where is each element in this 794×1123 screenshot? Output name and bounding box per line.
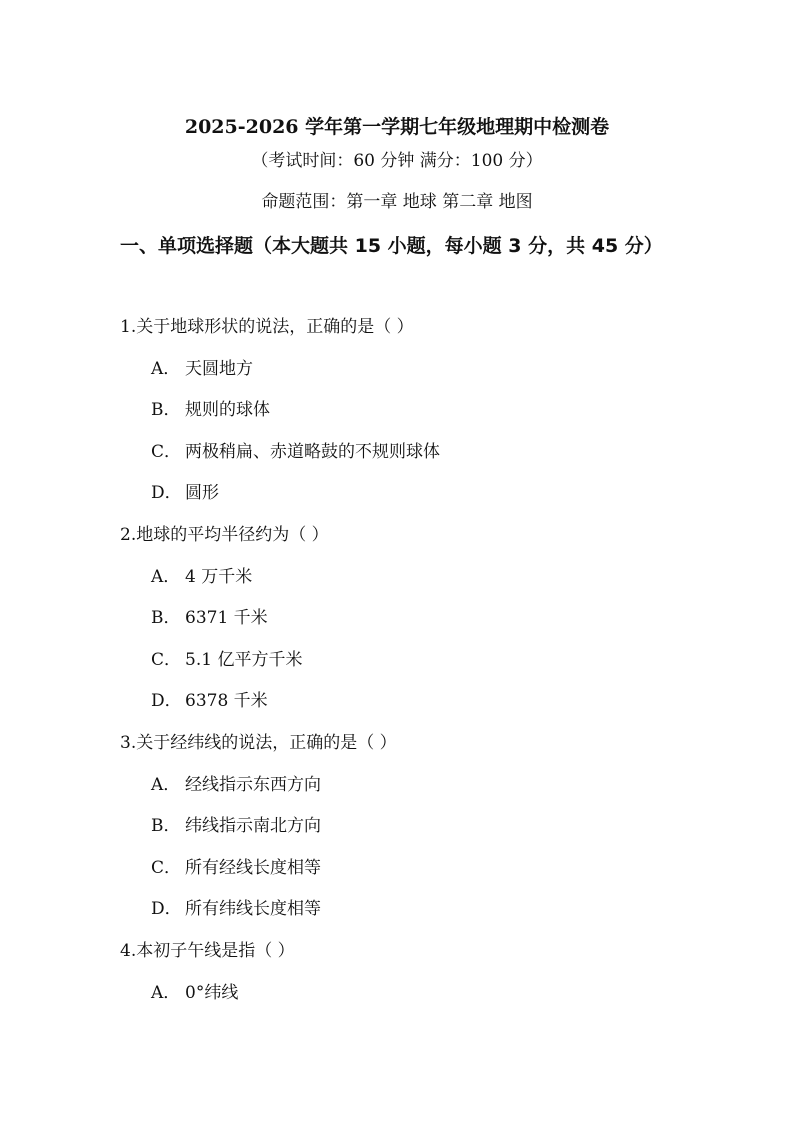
question-4-stem: 4.本初子午线是指（ ） xyxy=(120,941,295,961)
question-1-option-c xyxy=(151,438,440,466)
option-letter: A． xyxy=(151,983,181,1003)
question-2-option-d xyxy=(151,687,268,715)
option-letter: B． xyxy=(151,400,181,420)
option-text: 圆形 xyxy=(185,483,219,503)
option-text: 纬线指示南北方向 xyxy=(185,816,321,836)
question-2-stem: 2.地球的平均半径约为（ ） xyxy=(120,525,329,545)
question-2-option-c xyxy=(151,646,302,674)
option-letter: C． xyxy=(151,442,182,462)
option-letter: A． xyxy=(151,775,181,795)
question-3-option-d xyxy=(151,895,321,923)
option-text: 规则的球体 xyxy=(185,400,270,420)
question-1-option-d xyxy=(151,479,219,507)
section-heading: 一、单项选择题（本大题共 15 小题，每小题 3 分，共 45 分） xyxy=(120,235,663,257)
option-letter: B． xyxy=(151,816,181,836)
exam-info: （考试时间：60 分钟 满分：100 分） xyxy=(251,151,543,171)
option-text: 两极稍扁、赤道略鼓的不规则球体 xyxy=(185,442,440,462)
option-text: 所有纬线长度相等 xyxy=(185,899,321,919)
option-text: 6371 千米 xyxy=(185,608,268,628)
question-3-stem: 3.关于经纬线的说法，正确的是（ ） xyxy=(120,733,397,753)
option-letter: A． xyxy=(151,359,181,379)
option-text: 经线指示东西方向 xyxy=(185,775,321,795)
option-letter: A． xyxy=(151,567,181,587)
question-4-option-a xyxy=(151,979,238,1007)
option-text: 5.1 亿平方千米 xyxy=(185,650,303,670)
option-text: 4 万千米 xyxy=(185,567,253,587)
option-text: 6378 千米 xyxy=(185,691,268,711)
option-letter: C． xyxy=(151,858,182,878)
option-letter: C． xyxy=(151,650,182,670)
option-letter: D． xyxy=(151,899,182,919)
page-title: 2025-2026 学年第一学期七年级地理期中检测卷 xyxy=(184,116,610,138)
question-2-option-a xyxy=(151,563,252,591)
option-letter: B． xyxy=(151,608,181,628)
question-2-option-b xyxy=(151,604,268,632)
question-3-option-b xyxy=(151,812,321,840)
option-text: 所有经线长度相等 xyxy=(185,858,321,878)
exam-scope: 命题范围：第一章 地球 第二章 地图 xyxy=(261,192,533,212)
question-1-option-b xyxy=(151,396,270,424)
option-letter: D． xyxy=(151,483,182,503)
question-3-option-c xyxy=(151,854,321,882)
option-text: 天圆地方 xyxy=(185,359,253,379)
question-1-stem: 1.关于地球形状的说法，正确的是（ ） xyxy=(120,317,414,337)
question-1-option-a xyxy=(151,355,253,383)
option-text: 0°纬线 xyxy=(185,983,239,1003)
question-3-option-a xyxy=(151,771,321,799)
option-letter: D． xyxy=(151,691,182,711)
